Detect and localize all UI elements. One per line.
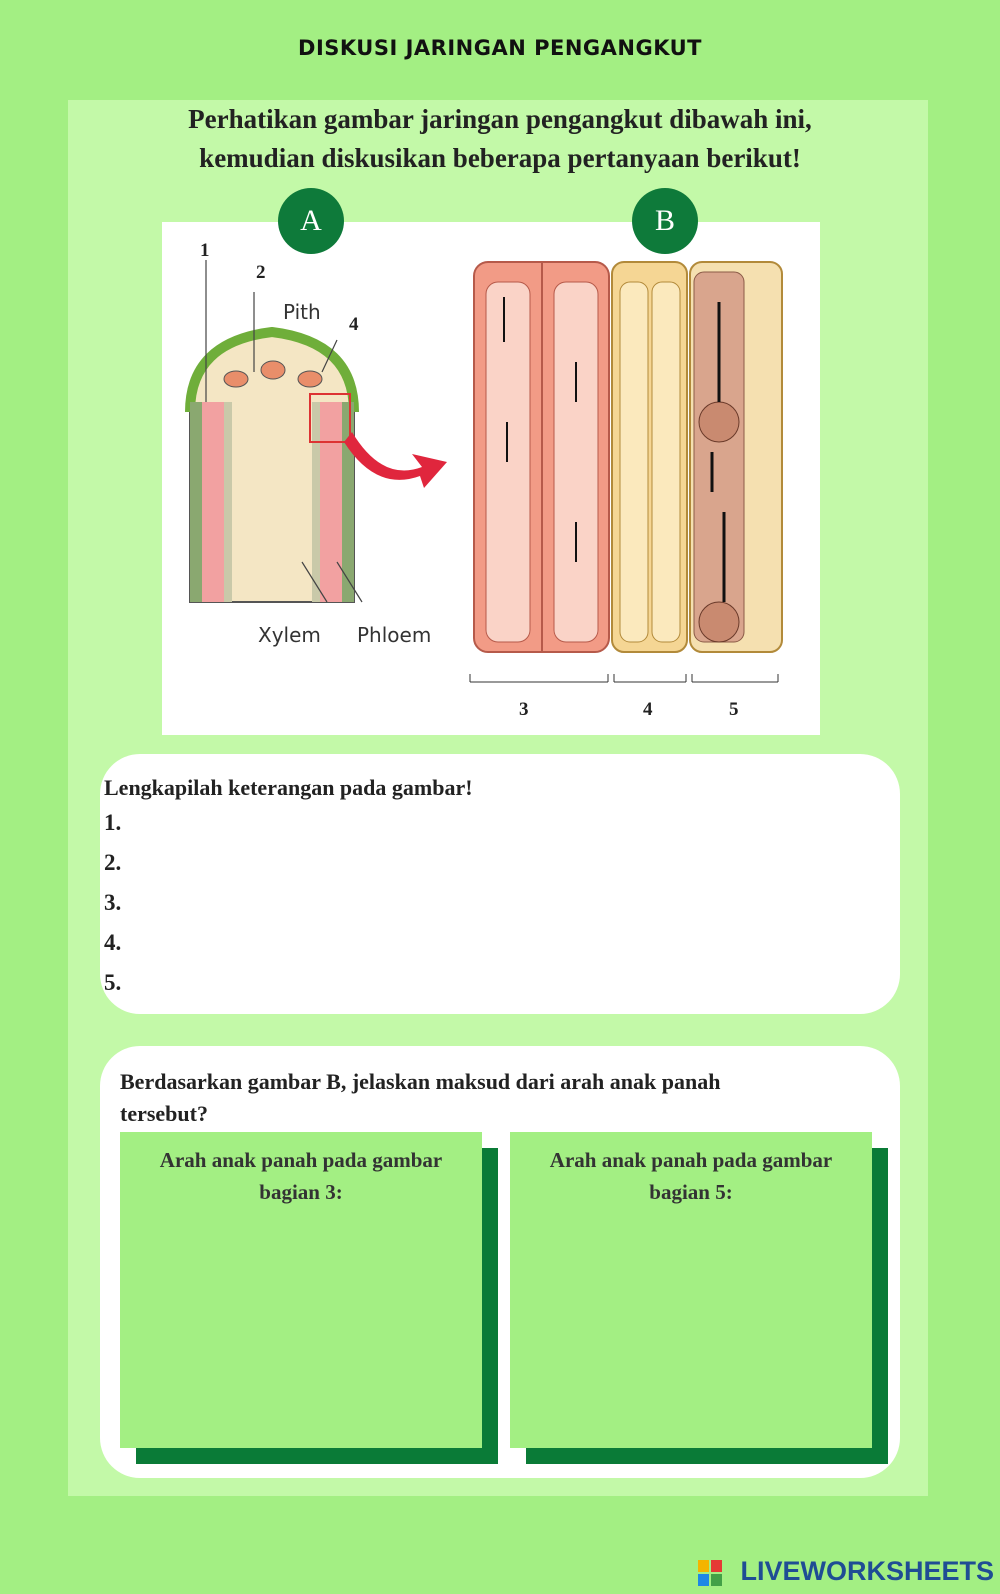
answer-box-label-line-1: Arah anak panah pada gambar <box>159 1148 443 1172</box>
liveworksheets-brand[interactable]: LIVEWORKSHEETS <box>740 1556 994 1586</box>
answer-box-label-line-2: bagian 3: <box>259 1180 343 1204</box>
question-2-prompt <box>120 1066 720 1130</box>
figure-illustration <box>162 222 820 735</box>
answer-box-label <box>510 1144 872 1208</box>
label-xylem: Xylem <box>258 623 321 647</box>
answer-box-label <box>120 1144 482 1208</box>
page-title: DISKUSI JARINGAN PENGANGKUT <box>298 36 702 60</box>
answer-item-3[interactable]: 3. <box>104 890 122 915</box>
badge-b: B <box>632 188 698 254</box>
label-4: 4 <box>643 699 653 720</box>
label-5: 5 <box>729 699 739 720</box>
answer-item-1[interactable]: 1. <box>104 810 122 835</box>
liveworksheets-logo-icon <box>698 1560 722 1586</box>
question-2-prompt-line-2: tersebut? <box>120 1101 208 1126</box>
answer-item-2[interactable]: 2. <box>104 850 122 875</box>
answer-item-4[interactable]: 4. <box>104 930 122 955</box>
question-2-prompt-line-1: Berdasarkan gambar B, jelaskan maksud dari arah anak panah <box>120 1069 721 1094</box>
label-3: 3 <box>519 699 529 720</box>
label-2: 2 <box>256 262 266 283</box>
label-4-top: 4 <box>349 314 359 335</box>
answer-box-label-line-1: Arah anak panah pada gambar <box>549 1148 833 1172</box>
vascular-tissue-figure <box>162 222 820 735</box>
instruction-line-1: Perhatikan gambar jaringan pengangkut dibawah ini, <box>188 104 812 134</box>
badge-a: A <box>278 188 344 254</box>
cell-detail-diagram <box>470 262 782 682</box>
question-1-prompt: Lengkapilah keterangan pada gambar! <box>104 775 473 800</box>
answer-box-label-line-2: bagian 5: <box>649 1180 733 1204</box>
instruction-text <box>0 100 1000 178</box>
label-phloem: Phloem <box>357 623 432 647</box>
instruction-line-2: kemudian diskusikan beberapa pertanyaan berikut! <box>199 143 801 173</box>
label-1: 1 <box>200 240 210 261</box>
answer-item-5[interactable]: 5. <box>104 970 122 995</box>
label-pith: Pith <box>283 300 321 324</box>
